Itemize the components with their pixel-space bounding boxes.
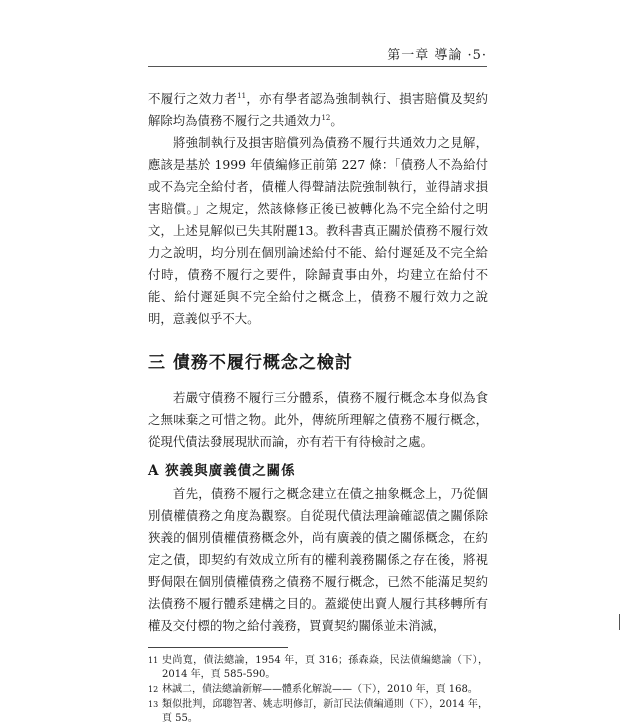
page-header bbox=[148, 44, 487, 64]
page-body bbox=[148, 88, 488, 727]
paragraph-1-text-c: 。 bbox=[330, 113, 343, 128]
footnote-number: 11 bbox=[148, 656, 159, 665]
paragraph-2: 將強制執行及損害賠償列為債務不履行共通效力之見解，應該是基於 1999 年債編修正前第 227 條：「債務人不為給付或不為完全給付者，債權人得聲請法院強制執行，並得請求損害賠償。」之規定，然該條修正後已被轉化為不完全給付之明文，上述見解似已失其附麗13。教科書真正關於債務不履行效力之說明，均分別在個別論述給付不能、給付遲延及不完全給付時，債務不履行之要件，除歸責事由外，均建立在給付不能、給付遲延與不完全給付之概念上，債務不履行效力之說明，意義似乎不大。 bbox=[148, 135, 488, 326]
footnote-12 bbox=[148, 683, 488, 697]
running-head: 第一章 導論 ·5· bbox=[387, 48, 487, 63]
paragraph-1-text-a: 不履行之效力者 bbox=[148, 91, 238, 106]
paragraph-1 bbox=[148, 88, 488, 132]
header-rule bbox=[148, 66, 487, 67]
footnote-13 bbox=[148, 698, 488, 726]
footnote-ref-11: 11 bbox=[237, 91, 247, 100]
paragraph-3: 若嚴守債務不履行三分體系，債務不履行概念本身似為食之無味棄之可惜之物。此外，傳統所理解之債務不履行概念，從現代債法發展現狀而論，亦有若干有待檢討之處。 bbox=[148, 390, 488, 449]
footnote-text: 類似批判，邱聰智著、姚志明修訂，新訂民法債編通則（下），2014 年，頁 55。 bbox=[162, 699, 488, 724]
subsection-heading: A 狹義與廣義債之關係 bbox=[148, 463, 296, 479]
footnote-number: 12 bbox=[148, 685, 159, 694]
paragraph-4: 首先，債務不履行之概念建立在債之抽象概念上，乃從個別債權債務之角度為觀察。自從現代債法理論確認債之關係除狹義的個別債權債務概念外，尚有廣義的債之關係概念，在約定之債，即契約有效成立所有的權利義務關係之存在後，將視野侷限在個別債權債務之債務不履行概念，已然不能滿足契約法債務不履行體系建構之目的。蓋縱使出賣人履行其移轉所有權及交付標的物之給付義務，買賣契約關係並未消滅， bbox=[148, 486, 488, 633]
footnote-text: 林誠二，債法總論新解——體系化解說——（下），2010 年，頁 168。 bbox=[162, 684, 478, 695]
footnote-rule bbox=[148, 647, 288, 648]
section-heading: 三 債務不履行概念之檢討 bbox=[148, 353, 353, 373]
page-edge-mark bbox=[619, 614, 620, 630]
footnote-11 bbox=[148, 654, 488, 682]
footnote-number: 13 bbox=[148, 700, 159, 709]
paragraph-1-text-b: ，亦有學者認為強制執行、損害賠償及契約解除均為債務不履行之共通效力 bbox=[148, 91, 489, 128]
footnote-ref-12: 12 bbox=[321, 113, 331, 122]
footnote-text: 史尚寬，債法總論，1954 年，頁 316；孫森焱，民法債編總論（下），2014 年，頁 585-590。 bbox=[162, 655, 488, 680]
